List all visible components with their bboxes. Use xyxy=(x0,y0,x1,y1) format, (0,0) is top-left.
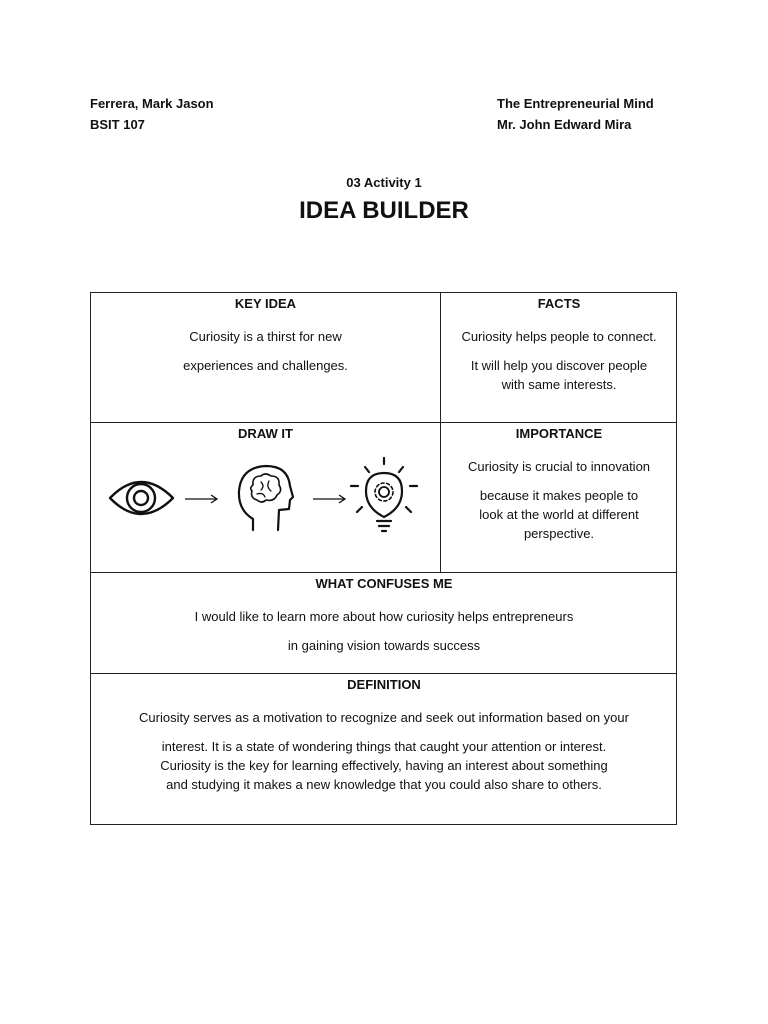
importance-text: because it makes people to xyxy=(479,488,639,503)
confuses-text: in gaining vision towards success xyxy=(287,638,481,653)
facts-text: with same interests. xyxy=(501,377,617,392)
facts-heading: FACTS xyxy=(537,296,581,311)
key-idea-heading: KEY IDEA xyxy=(234,296,297,311)
key-idea-cell xyxy=(91,293,440,422)
importance-cell xyxy=(441,423,677,572)
instructor-name: Mr. John Edward Mira xyxy=(497,117,632,132)
student-info xyxy=(90,93,214,135)
eye-icon xyxy=(110,482,173,514)
course-info xyxy=(497,93,654,135)
definition-text: Curiosity serves as a motivation to recognize and seek out information based on your xyxy=(139,710,629,725)
arrow-right-icon xyxy=(313,495,345,503)
definition-cell xyxy=(91,674,677,824)
key-idea-text: experiences and challenges. xyxy=(183,358,348,373)
brain-head-icon xyxy=(239,466,293,530)
course-name: The Entrepreneurial Mind xyxy=(497,96,654,111)
confuses-heading: WHAT CONFUSES ME xyxy=(315,576,453,591)
facts-text: Curiosity helps people to connect. xyxy=(461,329,657,344)
facts-cell xyxy=(441,293,677,422)
confuses-cell xyxy=(91,573,677,673)
draw-it-illustration xyxy=(105,457,425,567)
student-name: Ferrera, Mark Jason xyxy=(90,96,214,111)
importance-text: look at the world at different xyxy=(479,507,639,522)
definition-text: and studying it makes a new knowledge that you could also share to others. xyxy=(166,777,602,792)
definition-heading: DEFINITION xyxy=(347,677,421,692)
confuses-text: I would like to learn more about how curiosity helps entrepreneurs xyxy=(194,609,574,624)
importance-text: perspective. xyxy=(523,526,595,541)
page-title: IDEA BUILDER xyxy=(299,197,469,224)
importance-heading: IMPORTANCE xyxy=(515,426,603,441)
facts-text: It will help you discover people xyxy=(470,358,648,373)
idea-builder-table xyxy=(90,292,677,825)
lightbulb-gear-icon xyxy=(351,458,417,531)
importance-text: Curiosity is crucial to innovation xyxy=(467,459,651,474)
definition-text: Curiosity is the key for learning effectively, having an interest about something xyxy=(160,758,608,773)
student-section: BSIT 107 xyxy=(90,117,145,132)
draw-it-heading: DRAW IT xyxy=(238,426,293,441)
key-idea-text: Curiosity is a thirst for new xyxy=(189,329,342,344)
draw-it-cell xyxy=(91,423,440,572)
activity-label: 03 Activity 1 xyxy=(346,175,422,190)
definition-text: interest. It is a state of wondering things that caught your attention or interest. xyxy=(161,739,607,754)
arrow-right-icon xyxy=(185,495,217,503)
